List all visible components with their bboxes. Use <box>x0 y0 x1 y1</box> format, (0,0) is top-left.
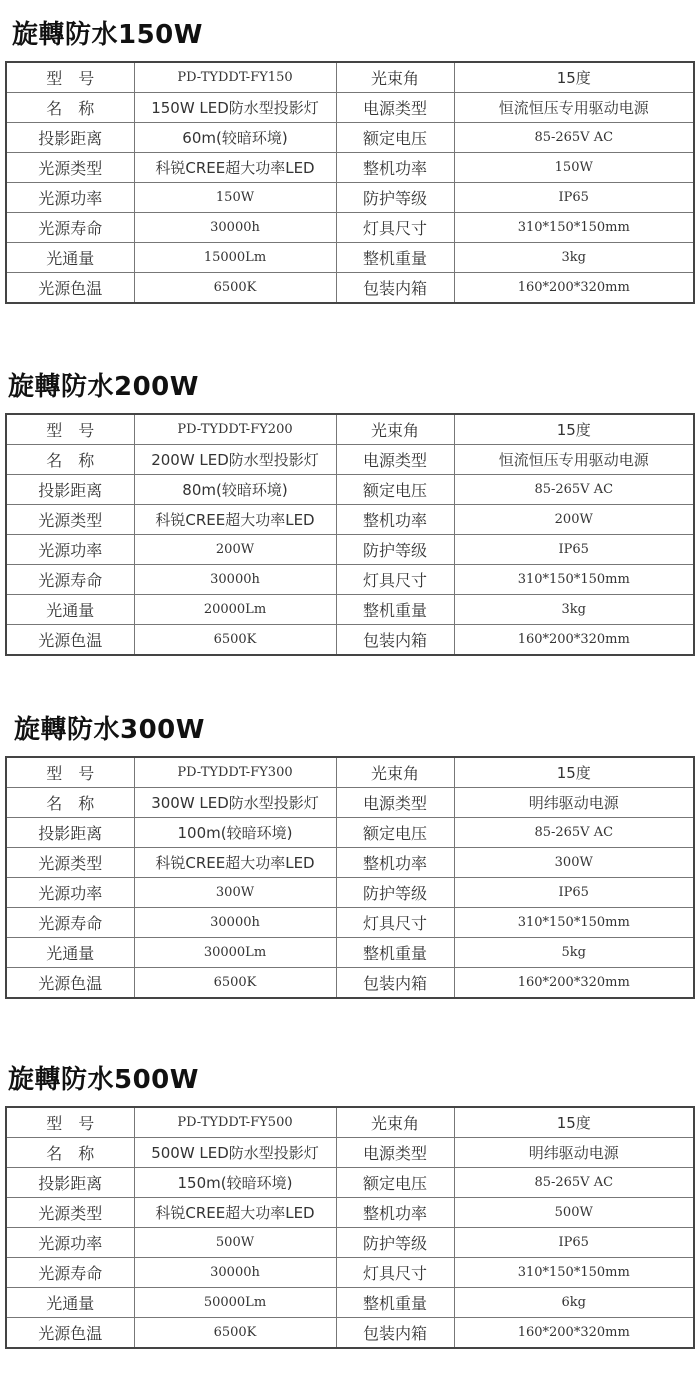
spec-label-cell: 电源类型 <box>336 1138 454 1168</box>
spec-value-cell: 150W <box>454 153 694 183</box>
spec-value-cell: 恒流恒压专用驱动电源 <box>454 445 694 475</box>
spec-value-cell: 50000Lm <box>134 1288 336 1318</box>
table-row <box>6 1318 694 1349</box>
section-title: 旋轉防水300W <box>14 715 205 745</box>
spec-label-cell: 光源寿命 <box>6 565 134 595</box>
spec-label-cell: 光源功率 <box>6 183 134 213</box>
spec-label-cell: 电源类型 <box>336 445 454 475</box>
table-row <box>6 757 694 788</box>
spec-label-cell: 投影距离 <box>6 123 134 153</box>
spec-label-cell: 光源功率 <box>6 878 134 908</box>
spec-value-cell: 200W <box>134 535 336 565</box>
spec-label-cell: 包装内箱 <box>336 968 454 999</box>
spec-value-cell: 500W <box>134 1228 336 1258</box>
section-title: 旋轉防水500W <box>8 1065 199 1095</box>
spec-label-cell: 光束角 <box>336 1107 454 1138</box>
spec-value-cell: 85-265V AC <box>454 123 694 153</box>
section-title: 旋轉防水150W <box>12 20 203 50</box>
table-row <box>6 414 694 445</box>
spec-label-cell: 光源寿命 <box>6 213 134 243</box>
table-row <box>6 1258 694 1288</box>
spec-label-cell: 型 号 <box>6 414 134 445</box>
spec-value-cell: 30000h <box>134 213 336 243</box>
spec-label-cell: 电源类型 <box>336 93 454 123</box>
spec-label-cell: 包装内箱 <box>336 625 454 656</box>
table-row <box>6 213 694 243</box>
spec-value-cell: 明纬驱动电源 <box>454 1138 694 1168</box>
spec-value-cell: 科锐CREE超大功率LED <box>134 1198 336 1228</box>
table-row <box>6 505 694 535</box>
table-row <box>6 818 694 848</box>
spec-label-cell: 额定电压 <box>336 475 454 505</box>
spec-value-cell: 100m(较暗环境) <box>134 818 336 848</box>
spec-label-cell: 电源类型 <box>336 788 454 818</box>
spec-value-cell: 300W <box>454 848 694 878</box>
spec-label-cell: 额定电压 <box>336 818 454 848</box>
spec-value-cell: 85-265V AC <box>454 1168 694 1198</box>
spec-value-cell: 300W LED防水型投影灯 <box>134 788 336 818</box>
spec-label-cell: 光源类型 <box>6 153 134 183</box>
spec-value-cell: 6kg <box>454 1288 694 1318</box>
spec-label-cell: 整机功率 <box>336 1198 454 1228</box>
spec-value-cell: IP65 <box>454 183 694 213</box>
table-row <box>6 938 694 968</box>
spec-label-cell: 型 号 <box>6 62 134 93</box>
spec-label-cell: 防护等级 <box>336 878 454 908</box>
table-row <box>6 1168 694 1198</box>
table-row <box>6 848 694 878</box>
spec-value-cell: 160*200*320mm <box>454 968 694 999</box>
spec-value-cell: 80m(较暗环境) <box>134 475 336 505</box>
table-row <box>6 1107 694 1138</box>
spec-value-cell: 6500K <box>134 273 336 304</box>
spec-value-cell: IP65 <box>454 535 694 565</box>
spec-label-cell: 灯具尺寸 <box>336 1258 454 1288</box>
spec-value-cell: 6500K <box>134 1318 336 1349</box>
spec-label-cell: 额定电压 <box>336 123 454 153</box>
spec-value-cell: 160*200*320mm <box>454 1318 694 1349</box>
table-row <box>6 183 694 213</box>
spec-label-cell: 名 称 <box>6 93 134 123</box>
spec-label-cell: 光束角 <box>336 757 454 788</box>
spec-label-cell: 光通量 <box>6 1288 134 1318</box>
table-row <box>6 565 694 595</box>
table-row <box>6 625 694 656</box>
spec-label-cell: 光束角 <box>336 414 454 445</box>
spec-value-cell: 20000Lm <box>134 595 336 625</box>
spec-label-cell: 名 称 <box>6 1138 134 1168</box>
spec-value-cell: 150W <box>134 183 336 213</box>
spec-value-cell: 30000Lm <box>134 938 336 968</box>
spec-label-cell: 型 号 <box>6 757 134 788</box>
spec-value-cell: 3kg <box>454 595 694 625</box>
spec-value-cell: 6500K <box>134 968 336 999</box>
spec-label-cell: 防护等级 <box>336 183 454 213</box>
spec-label-cell: 包装内箱 <box>336 273 454 304</box>
spec-value-cell: 恒流恒压专用驱动电源 <box>454 93 694 123</box>
spec-label-cell: 投影距离 <box>6 475 134 505</box>
spec-label-cell: 光源色温 <box>6 968 134 999</box>
spec-label-cell: 光源寿命 <box>6 908 134 938</box>
spec-value-cell: 30000h <box>134 908 336 938</box>
spec-table <box>5 61 695 304</box>
spec-value-cell: 15度 <box>454 414 694 445</box>
spec-value-cell: 15度 <box>454 757 694 788</box>
spec-value-cell: 15度 <box>454 62 694 93</box>
spec-label-cell: 名 称 <box>6 788 134 818</box>
table-row <box>6 968 694 999</box>
spec-value-cell: PD-TYDDT-FY200 <box>134 414 336 445</box>
spec-value-cell: 310*150*150mm <box>454 213 694 243</box>
spec-label-cell: 光源功率 <box>6 1228 134 1258</box>
spec-value-cell: IP65 <box>454 878 694 908</box>
spec-value-cell: 85-265V AC <box>454 475 694 505</box>
table-row <box>6 1288 694 1318</box>
spec-value-cell: 150m(较暗环境) <box>134 1168 336 1198</box>
spec-value-cell: 160*200*320mm <box>454 625 694 656</box>
spec-label-cell: 光通量 <box>6 938 134 968</box>
spec-label-cell: 整机重量 <box>336 1288 454 1318</box>
spec-label-cell: 防护等级 <box>336 1228 454 1258</box>
spec-label-cell: 整机功率 <box>336 848 454 878</box>
spec-value-cell: 科锐CREE超大功率LED <box>134 848 336 878</box>
spec-label-cell: 灯具尺寸 <box>336 565 454 595</box>
spec-table <box>5 1106 695 1349</box>
spec-value-cell: 160*200*320mm <box>454 273 694 304</box>
spec-value-cell: 科锐CREE超大功率LED <box>134 153 336 183</box>
spec-label-cell: 光通量 <box>6 243 134 273</box>
section-title: 旋轉防水200W <box>8 372 199 402</box>
table-row <box>6 535 694 565</box>
table-row <box>6 62 694 93</box>
spec-value-cell: 310*150*150mm <box>454 908 694 938</box>
spec-value-cell: 85-265V AC <box>454 818 694 848</box>
table-row <box>6 1138 694 1168</box>
spec-label-cell: 光源色温 <box>6 1318 134 1349</box>
spec-value-cell: 15000Lm <box>134 243 336 273</box>
spec-value-cell: 5kg <box>454 938 694 968</box>
spec-table <box>5 756 695 999</box>
spec-label-cell: 整机功率 <box>336 505 454 535</box>
spec-label-cell: 光源类型 <box>6 848 134 878</box>
table-row <box>6 878 694 908</box>
spec-value-cell: 明纬驱动电源 <box>454 788 694 818</box>
spec-value-cell: IP65 <box>454 1228 694 1258</box>
spec-label-cell: 光源类型 <box>6 505 134 535</box>
spec-value-cell: 30000h <box>134 1258 336 1288</box>
spec-value-cell: 150W LED防水型投影灯 <box>134 93 336 123</box>
table-row <box>6 153 694 183</box>
table-row <box>6 595 694 625</box>
spec-value-cell: 3kg <box>454 243 694 273</box>
table-row <box>6 445 694 475</box>
table-row <box>6 243 694 273</box>
spec-label-cell: 光源功率 <box>6 535 134 565</box>
spec-value-cell: 300W <box>134 878 336 908</box>
spec-label-cell: 光通量 <box>6 595 134 625</box>
spec-value-cell: PD-TYDDT-FY150 <box>134 62 336 93</box>
spec-label-cell: 投影距离 <box>6 1168 134 1198</box>
table-row <box>6 1228 694 1258</box>
spec-label-cell: 整机重量 <box>336 595 454 625</box>
spec-value-cell: 200W <box>454 505 694 535</box>
spec-value-cell: 310*150*150mm <box>454 565 694 595</box>
table-row <box>6 475 694 505</box>
spec-value-cell: 500W <box>454 1198 694 1228</box>
spec-label-cell: 整机重量 <box>336 243 454 273</box>
table-row <box>6 788 694 818</box>
spec-label-cell: 防护等级 <box>336 535 454 565</box>
table-row <box>6 1198 694 1228</box>
spec-label-cell: 名 称 <box>6 445 134 475</box>
table-row <box>6 123 694 153</box>
spec-label-cell: 光源色温 <box>6 273 134 304</box>
spec-label-cell: 光源色温 <box>6 625 134 656</box>
spec-label-cell: 型 号 <box>6 1107 134 1138</box>
spec-label-cell: 整机重量 <box>336 938 454 968</box>
spec-value-cell: 60m(较暗环境) <box>134 123 336 153</box>
spec-value-cell: PD-TYDDT-FY500 <box>134 1107 336 1138</box>
spec-value-cell: 200W LED防水型投影灯 <box>134 445 336 475</box>
spec-value-cell: 500W LED防水型投影灯 <box>134 1138 336 1168</box>
spec-table <box>5 413 695 656</box>
table-row <box>6 93 694 123</box>
spec-label-cell: 光源寿命 <box>6 1258 134 1288</box>
spec-value-cell: 科锐CREE超大功率LED <box>134 505 336 535</box>
spec-label-cell: 整机功率 <box>336 153 454 183</box>
table-row <box>6 273 694 304</box>
spec-label-cell: 灯具尺寸 <box>336 908 454 938</box>
spec-value-cell: 310*150*150mm <box>454 1258 694 1288</box>
table-row <box>6 908 694 938</box>
spec-label-cell: 灯具尺寸 <box>336 213 454 243</box>
spec-value-cell: 15度 <box>454 1107 694 1138</box>
spec-value-cell: 6500K <box>134 625 336 656</box>
spec-label-cell: 额定电压 <box>336 1168 454 1198</box>
spec-label-cell: 光束角 <box>336 62 454 93</box>
spec-label-cell: 光源类型 <box>6 1198 134 1228</box>
spec-label-cell: 投影距离 <box>6 818 134 848</box>
spec-label-cell: 包装内箱 <box>336 1318 454 1349</box>
spec-value-cell: 30000h <box>134 565 336 595</box>
spec-value-cell: PD-TYDDT-FY300 <box>134 757 336 788</box>
